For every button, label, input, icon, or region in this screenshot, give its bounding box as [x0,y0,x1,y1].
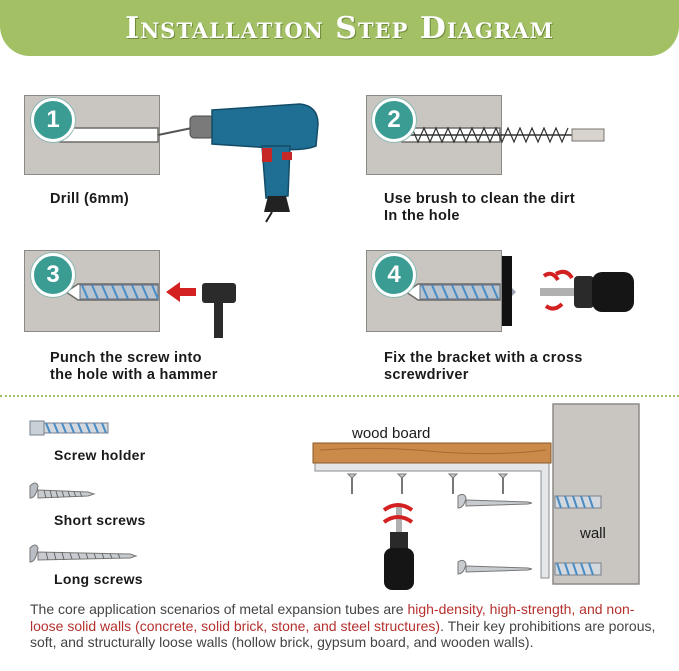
step-2-caption: Use brush to clean the dirt In the hole [384,191,575,224]
step-4-badge: 4 [372,253,416,297]
step-4-caption: Fix the bracket with a cross screwdriver [384,350,583,383]
screw-holder-label: Screw holder [54,447,146,463]
wall-block [553,404,639,584]
step-2-badge: 2 [372,98,416,142]
wall-anchor-bottom [555,563,601,575]
wall-label: wall [580,525,606,542]
l-bracket [315,463,549,578]
page-title: Installation Step Diagram [125,10,554,46]
board-screws [348,474,507,494]
long-screws-label: Long screws [54,571,143,587]
step-3-caption: Punch the screw into the hole with a hammer [50,350,218,383]
step-3-badge: 3 [31,253,75,297]
wall-anchor-top [555,496,601,508]
step-1-badge: 1 [31,98,75,142]
diagram-long-screw-bottom [458,560,532,574]
usage-note-highlight: high-density, high-strength, and non-loose solid walls (concrete, solid brick, stone, and steel structures) [30,601,635,634]
short-screws-label: Short screws [54,512,146,528]
diagram-screwdriver-icon [384,504,414,590]
wood-board-label: wood board [352,425,431,442]
step-1-caption: Drill (6mm) [50,191,130,207]
diagram-long-screw-top [458,494,532,508]
usage-note: The core application scenarios of metal expansion tubes are high-density, high-strength, and non-loose solid walls (concrete, solid brick, stone, and steel structures). Their key prohibitions are porous, soft, and structurally loose walls (hollow brick, gypsum board, and wooden walls). [30,601,656,650]
